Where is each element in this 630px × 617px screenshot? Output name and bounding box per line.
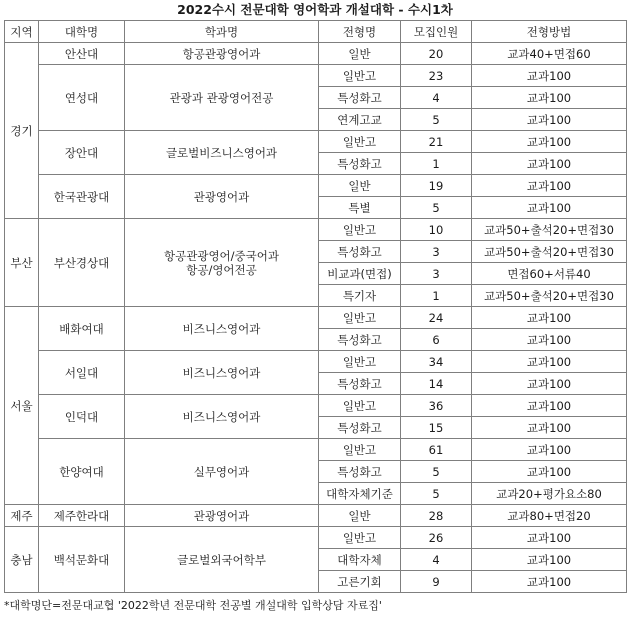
method-cell: 교과100 — [472, 461, 627, 483]
method-cell: 교과100 — [472, 109, 627, 131]
department-cell: 실무영어과 — [125, 439, 319, 505]
track-cell: 일반고 — [319, 307, 401, 329]
track-cell: 일반고 — [319, 219, 401, 241]
method-cell: 면접60+서류40 — [472, 263, 627, 285]
header-method: 전형방법 — [472, 21, 627, 43]
track-cell: 특성화고 — [319, 373, 401, 395]
table-row — [5, 219, 627, 241]
count-cell: 34 — [401, 351, 472, 373]
method-cell: 교과100 — [472, 527, 627, 549]
track-cell: 특성화고 — [319, 461, 401, 483]
method-cell: 교과100 — [472, 65, 627, 87]
college-cell: 인덕대 — [39, 395, 125, 439]
track-cell: 대학자체기준 — [319, 483, 401, 505]
region-cell: 서울 — [5, 307, 39, 505]
track-cell: 일반고 — [319, 439, 401, 461]
table-row — [5, 131, 627, 153]
method-cell: 교과100 — [472, 307, 627, 329]
header-region: 지역 — [5, 21, 39, 43]
track-cell: 일반 — [319, 43, 401, 65]
college-cell: 연성대 — [39, 65, 125, 131]
department-cell: 비즈니스영어과 — [125, 307, 319, 351]
method-cell: 교과100 — [472, 175, 627, 197]
track-cell: 특별 — [319, 197, 401, 219]
method-cell: 교과20+평가요소80 — [472, 483, 627, 505]
count-cell: 19 — [401, 175, 472, 197]
college-cell: 제주한라대 — [39, 505, 125, 527]
count-cell: 14 — [401, 373, 472, 395]
method-cell: 교과50+출석20+면접30 — [472, 219, 627, 241]
table-row — [5, 43, 627, 65]
count-cell: 1 — [401, 285, 472, 307]
method-cell: 교과100 — [472, 87, 627, 109]
table-row — [5, 395, 627, 417]
count-cell: 5 — [401, 109, 472, 131]
track-cell: 일반 — [319, 505, 401, 527]
method-cell: 교과100 — [472, 417, 627, 439]
track-cell: 특성화고 — [319, 329, 401, 351]
department-cell: 글로벌외국어학부 — [125, 527, 319, 593]
college-cell: 한양여대 — [39, 439, 125, 505]
region-cell: 충남 — [5, 527, 39, 593]
method-cell: 교과100 — [472, 131, 627, 153]
page-title: 2022수시 전문대학 영어학과 개설대학 - 수시1차 — [177, 2, 453, 17]
track-cell: 고른기회 — [319, 571, 401, 593]
college-cell: 서일대 — [39, 351, 125, 395]
college-cell: 부산경상대 — [39, 219, 125, 307]
track-cell: 일반고 — [319, 131, 401, 153]
count-cell: 4 — [401, 549, 472, 571]
table-row — [5, 527, 627, 549]
department-cell: 글로벌비즈니스영어과 — [125, 131, 319, 175]
count-cell: 15 — [401, 417, 472, 439]
track-cell: 특성화고 — [319, 417, 401, 439]
table-row — [5, 65, 627, 87]
method-cell: 교과100 — [472, 197, 627, 219]
count-cell: 5 — [401, 483, 472, 505]
table-row — [5, 505, 627, 527]
track-cell: 특성화고 — [319, 241, 401, 263]
count-cell: 5 — [401, 461, 472, 483]
method-cell: 교과100 — [472, 395, 627, 417]
method-cell: 교과40+면접60 — [472, 43, 627, 65]
department-cell: 비즈니스영어과 — [125, 395, 319, 439]
department-cell: 관광과 관광영어전공 — [125, 65, 319, 131]
count-cell: 28 — [401, 505, 472, 527]
track-cell: 일반 — [319, 175, 401, 197]
method-cell: 교과100 — [472, 571, 627, 593]
method-cell: 교과100 — [472, 439, 627, 461]
count-cell: 24 — [401, 307, 472, 329]
count-cell: 26 — [401, 527, 472, 549]
track-cell: 일반고 — [319, 351, 401, 373]
count-cell: 4 — [401, 87, 472, 109]
track-cell: 특성화고 — [319, 153, 401, 175]
count-cell: 6 — [401, 329, 472, 351]
count-cell: 3 — [401, 241, 472, 263]
department-cell: 관광영어과 — [125, 505, 319, 527]
table-body — [5, 43, 627, 593]
track-cell: 연계고교 — [319, 109, 401, 131]
track-cell: 일반고 — [319, 527, 401, 549]
table-row — [5, 175, 627, 197]
department-cell: 비즈니스영어과 — [125, 351, 319, 395]
count-cell: 21 — [401, 131, 472, 153]
track-cell: 비교과(면접) — [319, 263, 401, 285]
method-cell: 교과100 — [472, 373, 627, 395]
table-row — [5, 307, 627, 329]
region-cell: 제주 — [5, 505, 39, 527]
table-row — [5, 439, 627, 461]
college-cell: 장안대 — [39, 131, 125, 175]
count-cell: 9 — [401, 571, 472, 593]
method-cell: 교과50+출석20+면접30 — [472, 285, 627, 307]
track-cell: 일반고 — [319, 395, 401, 417]
track-cell: 특기자 — [319, 285, 401, 307]
method-cell: 교과100 — [472, 153, 627, 175]
college-cell: 한국관광대 — [39, 175, 125, 219]
method-cell: 교과100 — [472, 351, 627, 373]
table-row — [5, 351, 627, 373]
method-cell: 교과100 — [472, 329, 627, 351]
count-cell: 5 — [401, 197, 472, 219]
header-college: 대학명 — [39, 21, 125, 43]
track-cell: 대학자체 — [319, 549, 401, 571]
college-cell: 백석문화대 — [39, 527, 125, 593]
count-cell: 36 — [401, 395, 472, 417]
department-cell: 항공관광영어/중국어과 항공/영어전공 — [125, 219, 319, 307]
college-cell: 배화여대 — [39, 307, 125, 351]
method-cell: 교과100 — [472, 549, 627, 571]
count-cell: 20 — [401, 43, 472, 65]
header-department: 학과명 — [125, 21, 319, 43]
count-cell: 23 — [401, 65, 472, 87]
header-track: 전형명 — [319, 21, 401, 43]
count-cell: 1 — [401, 153, 472, 175]
region-cell: 경기 — [5, 43, 39, 219]
count-cell: 10 — [401, 219, 472, 241]
track-cell: 일반고 — [319, 65, 401, 87]
header-count: 모집인원 — [401, 21, 472, 43]
count-cell: 3 — [401, 263, 472, 285]
admissions-table — [4, 20, 627, 593]
department-cell: 관광영어과 — [125, 175, 319, 219]
region-cell: 부산 — [5, 219, 39, 307]
department-cell: 항공관광영어과 — [125, 43, 319, 65]
method-cell: 교과80+면접20 — [472, 505, 627, 527]
method-cell: 교과50+출석20+면접30 — [472, 241, 627, 263]
college-cell: 안산대 — [39, 43, 125, 65]
table-header-row — [5, 21, 627, 43]
footnote: *대학명단=전문대교협 '2022학년 전문대학 전공별 개설대학 입학상담 자료집' — [4, 599, 382, 612]
track-cell: 특성화고 — [319, 87, 401, 109]
count-cell: 61 — [401, 439, 472, 461]
